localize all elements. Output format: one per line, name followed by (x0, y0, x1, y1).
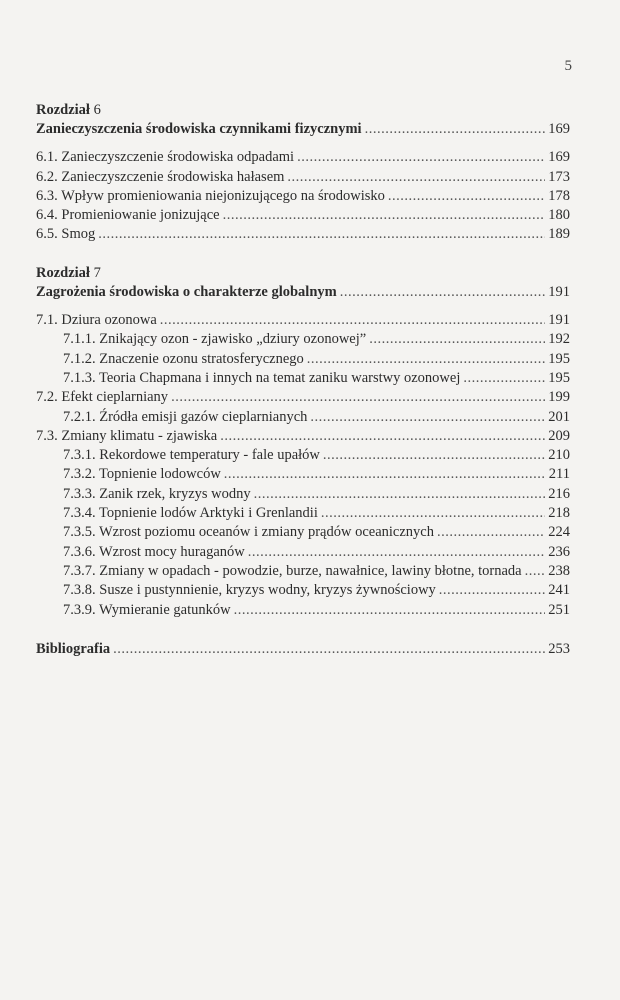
entry-title: 7.3.6. Wzrost mocy huraganów (63, 543, 245, 560)
toc-subentry[interactable] (36, 408, 570, 427)
page-ref: 191 (548, 283, 570, 300)
dot-leader (365, 120, 545, 139)
chapter-title: Zanieczyszczenia środowiska czynnikami fizycznymi (36, 121, 362, 137)
dot-leader (463, 369, 545, 388)
toc-subentry[interactable] (36, 330, 570, 349)
dot-leader (254, 485, 545, 504)
toc-entry[interactable] (36, 388, 570, 407)
page-ref: 218 (548, 505, 570, 522)
toc-entry[interactable] (36, 187, 570, 206)
page-ref: 211 (548, 466, 570, 483)
page-ref: 195 (548, 350, 570, 367)
entry-title: 7.3.9. Wymieranie gatunków (63, 601, 231, 618)
entry-title: 7.3.4. Topnienie lodów Arktyki i Grenlandii (63, 505, 318, 522)
dot-leader (234, 601, 545, 620)
chapter-title-row[interactable] (36, 283, 570, 302)
dot-leader (369, 330, 545, 349)
dot-leader (307, 350, 545, 369)
bibliography-title: Bibliografia (36, 640, 111, 657)
entry-title: 7.3.5. Wzrost poziomu oceanów i zmiany prądów oceanicznych (63, 524, 434, 541)
page-ref: 216 (548, 485, 570, 502)
dot-leader (220, 427, 545, 446)
entry-title: 6.1. Zanieczyszczenie środowiska odpadami (36, 149, 295, 166)
page-ref: 251 (548, 601, 570, 618)
page-number: 5 (564, 58, 572, 74)
toc-subentry[interactable] (36, 543, 570, 562)
toc-subentry[interactable] (36, 601, 570, 620)
chapter-label-number: 7 (93, 264, 101, 281)
entry-title: 7.3.7. Zmiany w opadach - powodzie, burze, nawałnice, lawiny błotne, tornada (63, 562, 522, 579)
page-ref: 201 (548, 408, 570, 425)
dot-leader (98, 225, 545, 244)
entry-title: 7.1.1. Znikający ozon - zjawisko „dziury ozonowej” (63, 331, 367, 348)
chapter-label-word: Rozdział (36, 264, 90, 281)
page-ref: 169 (548, 149, 570, 166)
page-ref: 236 (548, 543, 570, 560)
toc-subentry[interactable] (36, 581, 570, 600)
toc-subentry[interactable] (36, 562, 570, 581)
chapter-title-row[interactable] (36, 120, 570, 139)
dot-leader (340, 283, 545, 302)
dot-leader (224, 465, 545, 484)
page-ref: 209 (548, 427, 570, 444)
chapter-label (36, 100, 570, 120)
page-ref: 241 (548, 582, 570, 599)
entry-title: 7.2.1. Źródła emisji gazów cieplarnianych (63, 408, 308, 425)
page-ref: 192 (548, 331, 570, 348)
toc-subentry[interactable] (36, 504, 570, 523)
toc-entry[interactable] (36, 311, 570, 330)
entry-title: 6.3. Wpływ promieniowania niejonizującego na środowisko (36, 187, 385, 204)
entry-title: 7.3.3. Zanik rzek, kryzys wodny (63, 485, 251, 502)
entry-title: 7.2. Efekt cieplarniany (36, 389, 169, 406)
chapter-label-word: Rozdział (36, 102, 90, 118)
entry-title: 6.2. Zanieczyszczenie środowiska hałasem (36, 168, 285, 185)
entry-title: 6.5. Smog (36, 226, 96, 243)
dot-leader (321, 504, 545, 523)
toc-entry[interactable] (36, 168, 570, 187)
dot-leader (388, 187, 545, 206)
page-ref: 189 (548, 226, 570, 243)
dot-leader (310, 408, 545, 427)
entry-title: 7.1.2. Znaczenie ozonu stratosferycznego (63, 350, 304, 367)
toc-entry[interactable] (36, 148, 570, 167)
chapter-title: Zagrożenia środowiska o charakterze globalnym (36, 283, 337, 300)
page-ref: 195 (548, 369, 570, 386)
dot-leader (439, 581, 545, 600)
entry-title: 7.1.3. Teoria Chapmana i innych na temat zaniku warstwy ozonowej (63, 369, 461, 386)
entry-title: 7.3.2. Topnienie lodowców (63, 466, 221, 483)
table-of-contents (36, 100, 570, 659)
page-ref: 224 (548, 524, 570, 541)
dot-leader (113, 640, 545, 659)
dot-leader (160, 311, 545, 330)
page-ref: 238 (548, 562, 570, 579)
toc-subentry[interactable] (36, 369, 570, 388)
page-ref: 210 (548, 447, 570, 464)
toc-entry[interactable] (36, 225, 570, 244)
dot-leader (287, 168, 545, 187)
entry-title: 7.3.8. Susze i pustynnienie, kryzys wodny, kryzys żywnościowy (63, 582, 436, 599)
toc-entry[interactable] (36, 206, 570, 225)
toc-subentry[interactable] (36, 465, 570, 484)
entry-title: 7.1. Dziura ozonowa (36, 312, 157, 329)
page-ref: 178 (548, 187, 570, 204)
dot-leader (297, 148, 545, 167)
dot-leader (323, 446, 545, 465)
toc-entry[interactable] (36, 427, 570, 446)
page-ref: 173 (548, 168, 570, 185)
page-ref: 180 (548, 207, 570, 224)
entry-title: 7.3. Zmiany klimatu - zjawiska (36, 427, 218, 444)
toc-subentry[interactable] (36, 485, 570, 504)
entry-title: 7.3.1. Rekordowe temperatury - fale upałów (63, 447, 320, 464)
dot-leader (248, 543, 545, 562)
entry-title: 6.4. Promieniowanie jonizujące (36, 207, 220, 224)
dot-leader (223, 206, 545, 225)
page-ref: 199 (548, 389, 570, 406)
page-ref: 169 (548, 121, 570, 137)
toc-subentry[interactable] (36, 523, 570, 542)
bibliography-row[interactable] (36, 640, 570, 659)
dot-leader (437, 523, 545, 542)
toc-subentry[interactable] (36, 350, 570, 369)
chapter-label-number: 6 (93, 102, 101, 118)
dot-leader (171, 388, 545, 407)
dot-leader (525, 562, 545, 581)
chapter-label (36, 263, 570, 283)
page-ref: 253 (548, 640, 570, 657)
toc-subentry[interactable] (36, 446, 570, 465)
page-ref: 191 (548, 312, 570, 329)
